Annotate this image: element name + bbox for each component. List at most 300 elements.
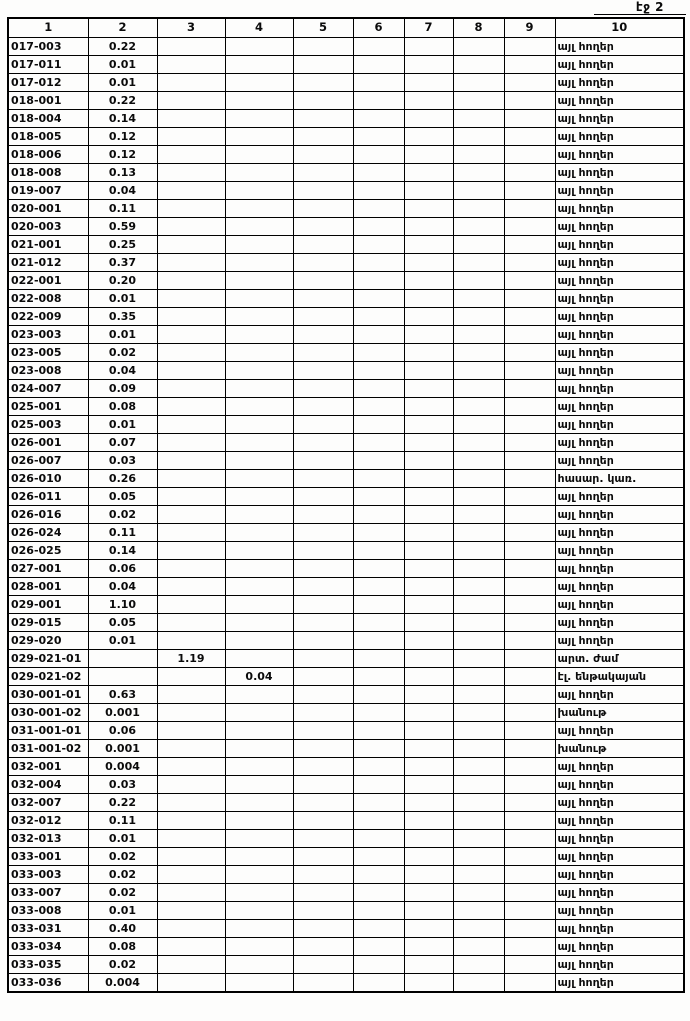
value-cell	[353, 92, 404, 110]
value-cell	[453, 848, 504, 866]
value-cell	[404, 974, 453, 993]
value-cell: 0.03	[88, 776, 157, 794]
value-cell	[353, 146, 404, 164]
land-use-cell: այլ հողեր	[555, 218, 684, 236]
parcel-code-cell: 032-013	[8, 830, 88, 848]
value-cell	[404, 812, 453, 830]
land-use-cell: խանութ	[555, 704, 684, 722]
parcel-code-cell: 017-011	[8, 56, 88, 74]
table-row	[8, 182, 684, 200]
value-cell	[504, 668, 555, 686]
land-use-cell: խանութ	[555, 740, 684, 758]
parcel-code-cell: 032-001	[8, 758, 88, 776]
value-cell	[453, 380, 504, 398]
value-cell	[293, 614, 353, 632]
value-cell	[157, 416, 225, 434]
value-cell: 0.004	[88, 974, 157, 993]
value-cell: 0.06	[88, 560, 157, 578]
value-cell	[157, 884, 225, 902]
land-use-cell: այլ հողեր	[555, 794, 684, 812]
value-cell	[157, 290, 225, 308]
value-cell	[225, 380, 293, 398]
value-cell	[504, 974, 555, 993]
value-cell	[293, 398, 353, 416]
land-use-cell: այլ հողեր	[555, 542, 684, 560]
land-use-cell: այլ հողեր	[555, 254, 684, 272]
table-header-row	[8, 18, 684, 38]
table-row	[8, 92, 684, 110]
value-cell	[353, 506, 404, 524]
table-row	[8, 362, 684, 380]
value-cell	[353, 218, 404, 236]
value-cell	[225, 866, 293, 884]
land-use-cell: այլ հողեր	[555, 560, 684, 578]
value-cell	[293, 920, 353, 938]
value-cell	[353, 128, 404, 146]
value-cell	[404, 254, 453, 272]
value-cell	[453, 902, 504, 920]
value-cell	[293, 578, 353, 596]
value-cell	[157, 128, 225, 146]
value-cell	[225, 434, 293, 452]
value-cell	[157, 596, 225, 614]
value-cell	[453, 182, 504, 200]
value-cell: 0.04	[88, 362, 157, 380]
parcel-code-cell: 026-016	[8, 506, 88, 524]
land-use-cell: հասար. կառ.	[555, 470, 684, 488]
value-cell	[157, 866, 225, 884]
value-cell	[225, 308, 293, 326]
land-use-cell: այլ հողեր	[555, 38, 684, 56]
value-cell	[353, 452, 404, 470]
table-row	[8, 398, 684, 416]
value-cell	[157, 722, 225, 740]
table-row	[8, 920, 684, 938]
table-row	[8, 470, 684, 488]
value-cell	[353, 254, 404, 272]
column-header: 5	[293, 18, 353, 38]
value-cell	[504, 830, 555, 848]
value-cell	[293, 434, 353, 452]
value-cell: 0.20	[88, 272, 157, 290]
value-cell	[353, 596, 404, 614]
value-cell	[157, 560, 225, 578]
land-use-cell: այլ հողեր	[555, 686, 684, 704]
value-cell	[157, 740, 225, 758]
table-row	[8, 956, 684, 974]
value-cell	[404, 362, 453, 380]
value-cell	[225, 812, 293, 830]
table-row	[8, 812, 684, 830]
value-cell	[504, 182, 555, 200]
value-cell	[504, 740, 555, 758]
value-cell: 0.22	[88, 38, 157, 56]
value-cell: 0.06	[88, 722, 157, 740]
value-cell	[453, 344, 504, 362]
value-cell	[453, 218, 504, 236]
table-row	[8, 56, 684, 74]
table-row	[8, 326, 684, 344]
value-cell	[225, 488, 293, 506]
value-cell	[504, 704, 555, 722]
value-cell	[293, 812, 353, 830]
value-cell	[504, 110, 555, 128]
value-cell	[293, 308, 353, 326]
parcel-code-cell: 031-001-01	[8, 722, 88, 740]
value-cell	[293, 380, 353, 398]
parcel-code-cell: 025-003	[8, 416, 88, 434]
value-cell: 0.40	[88, 920, 157, 938]
value-cell	[453, 614, 504, 632]
value-cell	[225, 848, 293, 866]
value-cell: 0.01	[88, 290, 157, 308]
table-row	[8, 902, 684, 920]
parcel-code-cell: 026-007	[8, 452, 88, 470]
value-cell	[157, 758, 225, 776]
value-cell	[225, 920, 293, 938]
value-cell	[353, 542, 404, 560]
value-cell	[293, 740, 353, 758]
table-row	[8, 884, 684, 902]
value-cell	[157, 164, 225, 182]
value-cell	[157, 344, 225, 362]
value-cell	[353, 236, 404, 254]
value-cell	[157, 830, 225, 848]
value-cell	[453, 74, 504, 92]
value-cell	[293, 92, 353, 110]
land-use-cell: այլ հողեր	[555, 722, 684, 740]
value-cell	[504, 452, 555, 470]
parcel-code-cell: 022-001	[8, 272, 88, 290]
value-cell	[504, 218, 555, 236]
parcel-code-cell: 030-001-02	[8, 704, 88, 722]
column-header: 6	[353, 18, 404, 38]
parcel-code-cell: 018-004	[8, 110, 88, 128]
value-cell	[453, 290, 504, 308]
value-cell	[504, 956, 555, 974]
land-use-cell: այլ հողեր	[555, 884, 684, 902]
value-cell	[453, 740, 504, 758]
column-header: 2	[88, 18, 157, 38]
value-cell	[225, 686, 293, 704]
value-cell	[293, 272, 353, 290]
value-cell: 0.22	[88, 794, 157, 812]
value-cell	[453, 866, 504, 884]
parcel-code-cell: 026-025	[8, 542, 88, 560]
value-cell	[157, 776, 225, 794]
value-cell	[225, 758, 293, 776]
value-cell	[225, 794, 293, 812]
value-cell	[157, 38, 225, 56]
land-use-cell: այլ հողեր	[555, 776, 684, 794]
value-cell	[504, 506, 555, 524]
table-row	[8, 938, 684, 956]
value-cell: 0.26	[88, 470, 157, 488]
value-cell	[404, 560, 453, 578]
table-row	[8, 866, 684, 884]
land-use-cell: այլ հողեր	[555, 290, 684, 308]
value-cell	[293, 254, 353, 272]
value-cell	[157, 794, 225, 812]
value-cell: 0.63	[88, 686, 157, 704]
land-use-cell: այլ հողեր	[555, 416, 684, 434]
value-cell	[225, 398, 293, 416]
parcel-code-cell: 020-003	[8, 218, 88, 236]
parcel-code-cell: 033-001	[8, 848, 88, 866]
value-cell	[404, 938, 453, 956]
value-cell	[504, 884, 555, 902]
value-cell	[157, 200, 225, 218]
value-cell	[353, 560, 404, 578]
parcel-code-cell: 025-001	[8, 398, 88, 416]
value-cell	[157, 524, 225, 542]
value-cell	[353, 578, 404, 596]
value-cell	[157, 182, 225, 200]
value-cell	[453, 974, 504, 993]
value-cell	[353, 344, 404, 362]
value-cell	[353, 308, 404, 326]
column-header: 4	[225, 18, 293, 38]
value-cell	[293, 218, 353, 236]
value-cell	[453, 920, 504, 938]
parcel-code-cell: 023-003	[8, 326, 88, 344]
value-cell	[353, 200, 404, 218]
table-row	[8, 272, 684, 290]
land-use-cell: այլ հողեր	[555, 56, 684, 74]
value-cell	[404, 866, 453, 884]
parcel-code-cell: 031-001-02	[8, 740, 88, 758]
value-cell: 0.13	[88, 164, 157, 182]
parcel-code-cell: 021-012	[8, 254, 88, 272]
value-cell	[404, 74, 453, 92]
value-cell	[293, 938, 353, 956]
value-cell	[404, 308, 453, 326]
table-row	[8, 110, 684, 128]
value-cell	[353, 182, 404, 200]
value-cell: 0.09	[88, 380, 157, 398]
value-cell: 0.01	[88, 902, 157, 920]
land-use-cell: այլ հողեր	[555, 74, 684, 92]
value-cell	[353, 164, 404, 182]
value-cell	[504, 290, 555, 308]
value-cell: 0.03	[88, 452, 157, 470]
value-cell	[353, 758, 404, 776]
value-cell	[157, 146, 225, 164]
value-cell	[453, 704, 504, 722]
value-cell	[157, 380, 225, 398]
table-row	[8, 200, 684, 218]
value-cell	[504, 686, 555, 704]
land-use-cell: այլ հողեր	[555, 398, 684, 416]
value-cell	[453, 110, 504, 128]
value-cell	[225, 164, 293, 182]
value-cell	[404, 542, 453, 560]
value-cell	[504, 650, 555, 668]
value-cell	[157, 614, 225, 632]
value-cell	[504, 488, 555, 506]
parcel-code-cell: 029-021-02	[8, 668, 88, 686]
value-cell	[353, 38, 404, 56]
value-cell	[504, 146, 555, 164]
value-cell	[504, 92, 555, 110]
land-use-cell: այլ հողեր	[555, 308, 684, 326]
value-cell	[225, 956, 293, 974]
parcel-code-cell: 033-003	[8, 866, 88, 884]
value-cell	[293, 902, 353, 920]
value-cell	[353, 614, 404, 632]
land-use-cell: այլ հողեր	[555, 920, 684, 938]
value-cell	[404, 110, 453, 128]
value-cell: 0.001	[88, 704, 157, 722]
value-cell	[404, 524, 453, 542]
value-cell	[293, 110, 353, 128]
land-use-cell: այլ հողեր	[555, 866, 684, 884]
value-cell	[453, 56, 504, 74]
value-cell	[504, 380, 555, 398]
value-cell	[353, 812, 404, 830]
value-cell	[293, 758, 353, 776]
value-cell	[404, 452, 453, 470]
value-cell	[504, 344, 555, 362]
value-cell	[157, 272, 225, 290]
value-cell	[293, 722, 353, 740]
value-cell	[157, 542, 225, 560]
land-use-cell: այլ հողեր	[555, 344, 684, 362]
value-cell	[353, 920, 404, 938]
value-cell	[453, 254, 504, 272]
page-label-underline	[594, 14, 686, 15]
parcel-code-cell: 029-020	[8, 632, 88, 650]
value-cell	[353, 110, 404, 128]
value-cell: 0.04	[225, 668, 293, 686]
parcel-code-cell: 029-001	[8, 596, 88, 614]
value-cell	[504, 38, 555, 56]
value-cell	[404, 740, 453, 758]
parcel-code-cell: 023-008	[8, 362, 88, 380]
value-cell	[404, 290, 453, 308]
table-row	[8, 776, 684, 794]
value-cell	[353, 650, 404, 668]
column-header: 7	[404, 18, 453, 38]
value-cell	[225, 542, 293, 560]
table-row	[8, 74, 684, 92]
table-row	[8, 758, 684, 776]
value-cell	[157, 56, 225, 74]
land-use-cell: այլ հողեր	[555, 632, 684, 650]
land-use-cell: այլ հողեր	[555, 848, 684, 866]
table-row	[8, 560, 684, 578]
value-cell	[404, 236, 453, 254]
table-row	[8, 686, 684, 704]
value-cell	[157, 470, 225, 488]
value-cell	[225, 128, 293, 146]
value-cell	[225, 830, 293, 848]
table-row	[8, 218, 684, 236]
land-use-cell: այլ հողեր	[555, 488, 684, 506]
parcel-code-cell: 021-001	[8, 236, 88, 254]
value-cell	[353, 830, 404, 848]
land-use-cell: այլ հողեր	[555, 452, 684, 470]
parcel-code-cell: 033-034	[8, 938, 88, 956]
value-cell	[404, 776, 453, 794]
table-row	[8, 848, 684, 866]
land-use-cell: այլ հողեր	[555, 128, 684, 146]
value-cell	[353, 488, 404, 506]
land-use-cell: այլ հողեր	[555, 272, 684, 290]
cadastre-table	[7, 17, 685, 993]
value-cell	[404, 92, 453, 110]
value-cell	[404, 182, 453, 200]
value-cell	[504, 596, 555, 614]
value-cell: 0.35	[88, 308, 157, 326]
value-cell	[504, 794, 555, 812]
value-cell	[404, 956, 453, 974]
value-cell: 0.37	[88, 254, 157, 272]
value-cell	[225, 38, 293, 56]
land-use-cell: այլ հողեր	[555, 200, 684, 218]
table-row	[8, 344, 684, 362]
value-cell: 0.04	[88, 578, 157, 596]
value-cell	[404, 380, 453, 398]
land-use-cell: այլ հողեր	[555, 164, 684, 182]
value-cell	[404, 200, 453, 218]
value-cell	[293, 632, 353, 650]
table-row	[8, 614, 684, 632]
value-cell	[293, 866, 353, 884]
value-cell	[404, 506, 453, 524]
value-cell	[353, 290, 404, 308]
value-cell	[353, 794, 404, 812]
value-cell: 0.25	[88, 236, 157, 254]
table-row	[8, 128, 684, 146]
value-cell	[353, 866, 404, 884]
value-cell	[404, 632, 453, 650]
value-cell	[225, 362, 293, 380]
value-cell	[453, 236, 504, 254]
value-cell	[225, 74, 293, 92]
value-cell: 0.07	[88, 434, 157, 452]
value-cell	[404, 470, 453, 488]
parcel-code-cell: 033-036	[8, 974, 88, 993]
value-cell	[453, 398, 504, 416]
parcel-code-cell: 022-009	[8, 308, 88, 326]
value-cell	[225, 560, 293, 578]
value-cell	[353, 326, 404, 344]
value-cell	[353, 380, 404, 398]
value-cell	[293, 146, 353, 164]
parcel-code-cell: 026-011	[8, 488, 88, 506]
table-row	[8, 434, 684, 452]
value-cell	[404, 920, 453, 938]
land-use-cell: այլ հողեր	[555, 326, 684, 344]
value-cell: 0.59	[88, 218, 157, 236]
value-cell	[157, 308, 225, 326]
value-cell	[293, 362, 353, 380]
value-cell	[404, 326, 453, 344]
value-cell	[453, 434, 504, 452]
value-cell	[225, 776, 293, 794]
value-cell	[225, 632, 293, 650]
land-use-cell: այլ հողեր	[555, 812, 684, 830]
value-cell	[453, 686, 504, 704]
value-cell	[504, 632, 555, 650]
value-cell	[404, 794, 453, 812]
table-row	[8, 488, 684, 506]
land-use-cell: այլ հողեր	[555, 956, 684, 974]
value-cell	[404, 344, 453, 362]
value-cell	[225, 650, 293, 668]
parcel-code-cell: 022-008	[8, 290, 88, 308]
